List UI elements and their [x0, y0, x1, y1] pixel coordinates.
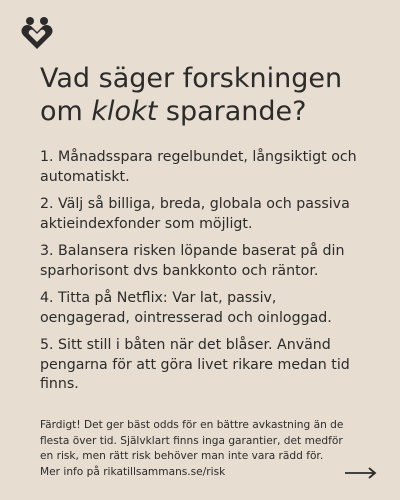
arrow-right-icon[interactable]: [344, 466, 378, 480]
heading-line-1: Vad säger forskningen: [40, 63, 343, 94]
list-item-1: 1. Månadsspara regelbundet, långsiktigt och automatiskt.: [40, 149, 357, 185]
page-title: [40, 62, 370, 128]
heading-line-2-prefix: om: [40, 96, 92, 127]
list-item-5: 5. Sitt still i båten när det blåser. Använd pengarna för att göra livet rikare medan tid finns.: [40, 337, 350, 392]
heading-emphasis: klokt: [91, 96, 158, 127]
list-item-3: 3. Balansera risken löpande baserat på din sparhorisont dvs bankkonto och räntor.: [40, 243, 345, 279]
footer-text: Färdigt! Det ger bäst odds för en bättre avkastning än de flesta över tid. Självklart finns inga garantier, det medför en risk, men rätt risk behöver man inte vara rädd för. Mer info på rikatillsammans.se/risk: [40, 419, 344, 478]
list-item-4: 4. Titta på Netflix: Var lat, passiv, oengagerad, ointresserad och oinloggad.: [40, 290, 332, 326]
hands-heart-logo-icon: [18, 14, 56, 52]
list-item-2: 2. Välj så billiga, breda, globala och passiva aktieindexfonder som möjligt.: [40, 196, 350, 232]
advice-list: [40, 148, 370, 403]
heading-line-2-suffix: sparande?: [157, 96, 307, 127]
